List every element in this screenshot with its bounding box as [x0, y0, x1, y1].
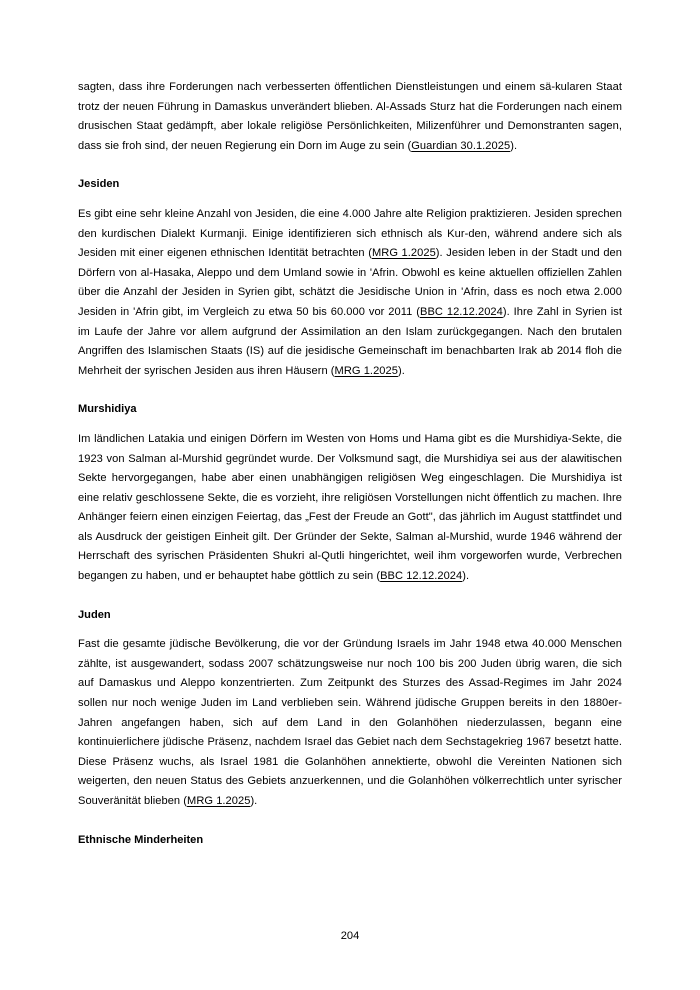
paragraph-jesiden	[78, 205, 622, 381]
text-run: ).	[397, 364, 405, 377]
source-citation[interactable]: BBC 12.12.2024	[380, 570, 463, 583]
source-citation[interactable]: MRG 1.2025	[334, 364, 398, 377]
text-run: ). Jesiden leben in der Stadt und den Dörfern von al-Hasaka, Aleppo und dem Umland sowie in 'Afrin. Obwohl es keine aktuellen offiziellen Zahlen über die Anzahl der Jesiden in Syrien gibt, schätzt die Jesidische Union in 'Afrin, dass es noch etwa 2.000 Jesiden in 'Afrin gibt, im Vergleich zu etwa 50 bis 60.000 vor 2011 (	[78, 247, 622, 318]
source-citation[interactable]: BBC 12.12.2024	[420, 305, 503, 318]
paragraph-juden	[78, 635, 622, 811]
text-run: sagten, dass ihre Forderungen nach verbesserten öffentlichen Dienstleistungen und einem sä-kularen Staat trotz der neuen Führung in Damaskus unverändert blieben. Al-Assads Sturz hat die Forderungen nach einem drusischen Staat gedämpft, aber lokale religiöse Persönlichkeiten, Milizenführer und Demonstranten sagen, dass sie froh sind, der neuen Regierung ein Dorn im Auge zu sein (	[78, 81, 622, 152]
document-body	[78, 78, 622, 850]
text-run: ).	[510, 139, 518, 152]
text-run: Es gibt eine sehr kleine Anzahl von Jesiden, die eine 4.000 Jahre alte Religion praktizieren. Jesiden sprechen den kurdischen Dialekt Kurmanji. Einige identifizieren sich ethnisch als Kur-den, während andere sich als Jesiden mit einer eigenen ethnischen Identität betrachten (	[78, 207, 622, 260]
paragraph-murshidiya	[78, 430, 622, 587]
source-citation[interactable]: MRG 1.2025	[371, 247, 436, 260]
text-run: ).	[462, 570, 470, 583]
source-citation[interactable]: Guardian 30.1.2025	[411, 139, 511, 152]
heading-jesiden: Jesiden	[78, 178, 120, 191]
source-citation[interactable]: MRG 1.2025	[187, 795, 251, 807]
text-run: ).	[250, 795, 258, 807]
text-run: ). Ihre Zahl in Syrien ist im Laufe der Jahre vor allem aufgrund der Assimilation an den Islam zurückgegangen. Nach den brutalen Angriffen des Islamischen Staats (IS) auf die jesidische Gemeinschaft im benachbarten Irak ab 2014 floh die Mehrheit der syrischen Jesiden aus ihren Häusern (	[78, 305, 622, 377]
page-number: 204	[340, 930, 360, 942]
heading-murshidiya: Murshidiya	[78, 403, 137, 416]
heading-juden: Juden	[78, 608, 111, 621]
text-run: Im ländlichen Latakia und einigen Dörfern im Westen von Homs und Hama gibt es die Murshidiya-Sekte, die 1923 von Salman al-Murshid gegründet wurde. Der Volksmund sagt, die Murshidiya sei aus der alawitischen Sekte hervorgegangen, habe aber einen unabhängigen religiösen Weg eingeschlagen. Die Murshidiya ist eine relativ geschlossene Sekte, die es vorzieht, ihre religiösen Vorstellungen nicht öffentlich zu machen. Ihre Anhänger feiern einen einzigen Feiertag, das „Fest der Freude an Gott", das jährlich im August stattfindet und als Ausdruck der geistigen Einheit gilt. Der Gründer der Sekte, Salman al-Murshid, wurde 1946 während der Herrschaft des syrischen Präsidenten Shukri al-Qutli hingerichtet, weil ihm vorgeworfen wurde, Verbrechen begangen zu haben, und er behauptet habe göttlich zu sein (	[78, 432, 622, 583]
paragraph-druze-continuation	[78, 78, 622, 156]
heading-ethnische-minderheiten: Ethnische Minderheiten	[78, 833, 204, 846]
text-run: Fast die gesamte jüdische Bevölkerung, die vor der Gründung Israels im Jahr 1948 etwa 40.000 Menschen zählte, ist ausgewandert, sodass 2007 schätzungsweise nur noch 100 bis 200 Juden übrig waren, die sich auf Damaskus und Aleppo konzentrierten. Zum Zeitpunkt des Sturzes des Assad-Regimes im Jahr 2024 sollen nur noch wenige Juden im Land verblieben sein. Während jüdische Gruppen bereits in den 1880er-Jahren angefangen haben, sich auf dem Land in den Golanhöhen niederzulassen, begann eine kontinuierlichere jüdische Präsenz, nachdem Israel das Gebiet nach dem Sechstagekrieg 1967 besetzt hatte. Diese Präsenz wuchs, als Israel 1981 die Golanhöhen annektierte, obwohl die Vereinten Nationen sich weigerten, den neuen Status des Gebiets anzuerkennen, und die Golanhöhen völkerrechtlich unter syrischer Souveränität blieben (	[78, 638, 622, 807]
